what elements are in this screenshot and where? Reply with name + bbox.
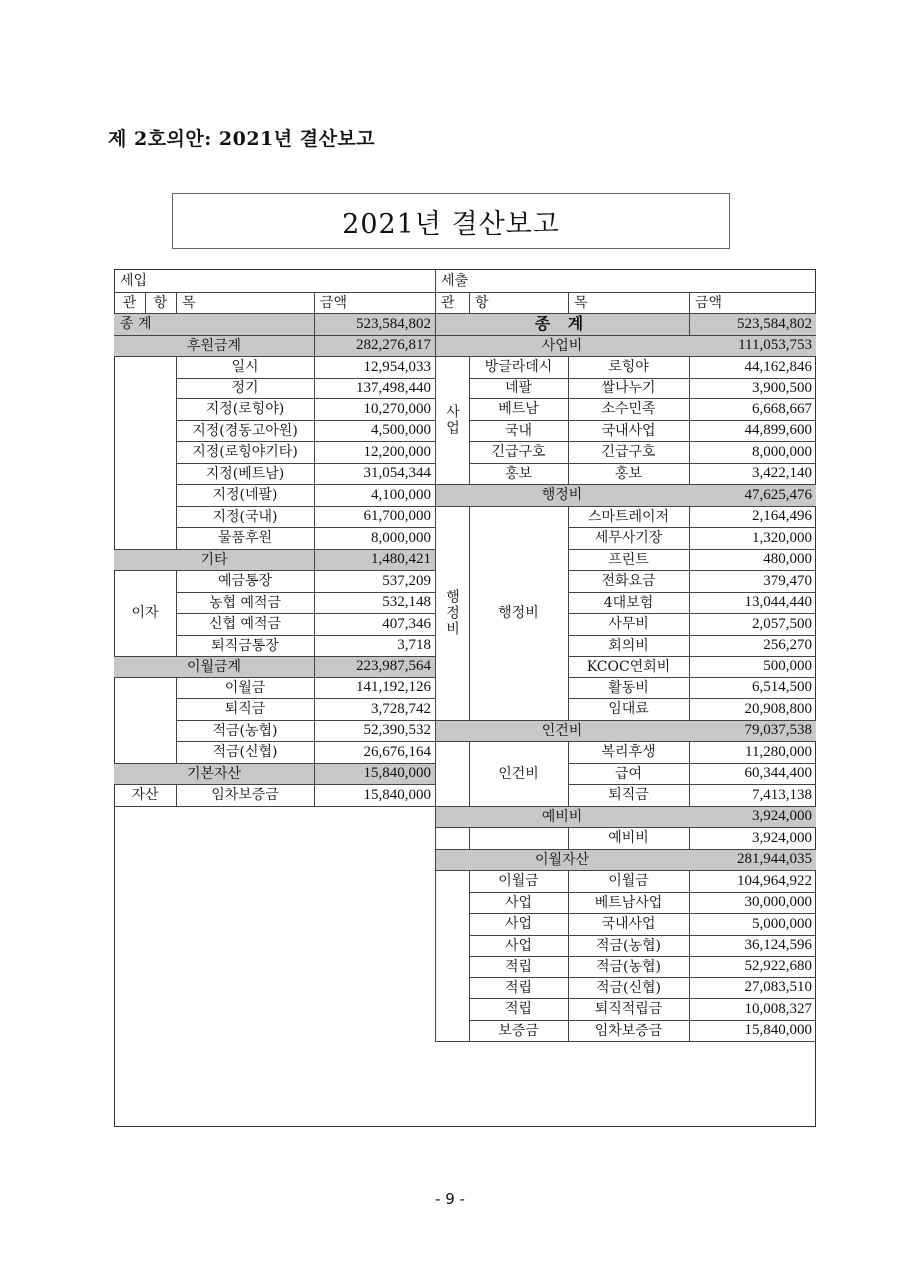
income-item-amount: 10,270,000 (363, 400, 431, 417)
expense-group-name: 인건비 (435, 720, 689, 741)
expense-item-amount: 13,044,440 (744, 594, 812, 610)
expense-group-amount: 111,053,753 (689, 335, 816, 356)
income-item-amount: 3,728,742 (371, 700, 431, 717)
expense-item-hang: 적립 (504, 958, 533, 975)
expense-section-label: 세출 (441, 272, 469, 289)
income-total-label: 종 계 (114, 313, 314, 335)
income-gwan-label: 자산 (131, 787, 159, 803)
expense-group-amount: 79,037,538 (689, 720, 816, 741)
expense-item-amount: 1,320,000 (752, 529, 812, 546)
expense-item-amount: 104,964,922 (737, 872, 812, 889)
income-group-name: 기본자산 (114, 763, 314, 784)
income-item-label: 예금통장 (217, 573, 273, 589)
expense-item-mok: 임대료 (608, 701, 649, 717)
income-item-label: 이월금 (224, 679, 266, 696)
expense-item-mok: 임차보증금 (594, 1022, 663, 1039)
agenda-heading: 제 2호의안: 2021년 결산보고 (108, 128, 376, 150)
expense-item-amount: 44,162,846 (744, 358, 812, 375)
expense-total-amount: 523,584,802 (689, 313, 816, 335)
expense-item-mok: 베트남사업 (594, 894, 663, 911)
income-group-amount: 1,480,421 (314, 549, 435, 570)
expense-item-hang: 적립 (504, 1001, 533, 1017)
expense-group-name: 사업비 (435, 335, 689, 356)
expense-item-mok: 홍보 (614, 465, 643, 482)
income-group-amount: 15,840,000 (314, 763, 435, 784)
expense-group-name: 행정비 (435, 484, 689, 506)
expense-item-hang: 사업 (504, 916, 533, 932)
expense-item-amount: 15,840,000 (744, 1022, 812, 1038)
expense-item-hang: 사업 (504, 894, 533, 911)
income-item-amount: 141,192,126 (356, 679, 431, 695)
income-total-amount: 523,584,802 (314, 313, 435, 335)
income-item-label: 지정(로힝야기타) (192, 444, 298, 460)
income-item-amount: 532,148 (382, 594, 431, 610)
expense-item-amount: 256,270 (763, 637, 812, 653)
income-item-amount: 137,498,440 (356, 379, 431, 396)
expense-item-mok: 국내사업 (601, 422, 656, 439)
expense-item-amount: 480,000 (763, 551, 812, 567)
income-col-amount: 금액 (320, 294, 348, 311)
expense-item-amount: 44,899,600 (744, 422, 812, 438)
expense-col-amount: 금액 (695, 294, 723, 311)
expense-item-amount: 379,470 (763, 572, 812, 589)
expense-item-amount: 36,124,596 (744, 937, 812, 953)
expense-item-hang: 적립 (504, 979, 533, 996)
income-item-label: 물품후원 (217, 530, 273, 546)
income-item-amount: 537,209 (382, 572, 431, 589)
expense-col-hang: 항 (475, 294, 489, 311)
expense-item-hang: 베트남 (498, 401, 539, 417)
report-title-box (172, 193, 730, 249)
expense-item-amount: 27,083,510 (744, 979, 812, 995)
expense-item-amount: 3,422,140 (752, 465, 812, 481)
expense-item-mok: 복리후생 (601, 744, 656, 760)
income-group-name: 후원금계 (114, 335, 314, 356)
income-item-amount: 4,100,000 (371, 486, 431, 503)
income-group-name: 기타 (114, 549, 314, 570)
expense-item-mok: 프린트 (608, 551, 649, 568)
income-item-label: 지정(국내) (212, 508, 278, 525)
expense-item-mok: 소수민족 (601, 401, 656, 417)
expense-item-hang: 보증금 (498, 1022, 539, 1039)
expense-item-hang: 홍보 (504, 465, 533, 482)
income-item-label: 퇴직금 (224, 701, 266, 717)
expense-item-mok: 급여 (614, 765, 643, 782)
expense-item-amount: 52,922,680 (744, 958, 812, 974)
expense-item-amount: 11,280,000 (745, 743, 812, 760)
expense-item-amount: 10,008,327 (744, 1000, 812, 1017)
expense-item-amount: 500,000 (763, 658, 812, 674)
expense-item-amount: 8,000,000 (752, 443, 812, 460)
page-number: - 9 - (435, 1190, 465, 1208)
report-title: 2021년 결산보고 (342, 208, 560, 240)
expense-item-mok: 쌀나누기 (601, 380, 656, 396)
expense-group-name: 이월자산 (435, 849, 689, 870)
expense-item-amount: 5,000,000 (752, 915, 812, 932)
expense-gwan-label: 행정비 (444, 589, 460, 637)
expense-item-hang: 네팔 (504, 380, 533, 396)
income-item-label: 일시 (231, 359, 259, 375)
income-item-amount: 26,676,164 (363, 743, 431, 760)
expense-item-mok: 예비비 (608, 830, 649, 846)
expense-item-mok: 사무비 (608, 616, 649, 632)
expense-item-amount: 30,000,000 (744, 894, 812, 910)
expense-item-mok: 활동비 (608, 679, 649, 696)
expense-gwan-label: 사업 (444, 404, 460, 436)
income-col-hang: 항 (153, 294, 168, 311)
income-item-label: 지정(베트남) (205, 465, 285, 482)
expense-item-amount: 3,900,500 (752, 379, 812, 396)
expense-item-mok: 로힝야 (608, 359, 649, 375)
income-item-amount: 15,840,000 (363, 786, 431, 803)
expense-item-mok: 이월금 (608, 873, 649, 889)
expense-item-mok: 4대보험 (603, 594, 654, 611)
expense-group-amount: 47,625,476 (689, 484, 816, 506)
expense-item-mok: 세무사기장 (594, 530, 663, 546)
expense-item-mok: 퇴직금 (608, 787, 649, 803)
settlement-table (114, 269, 816, 1127)
expense-group-amount: 281,944,035 (689, 849, 816, 870)
income-gwan-label: 이자 (131, 605, 159, 621)
income-item-amount: 407,346 (382, 615, 431, 632)
income-item-label: 지정(로힝야) (205, 401, 285, 417)
expense-item-hang: 사업 (504, 937, 533, 954)
income-item-amount: 52,390,532 (363, 722, 431, 738)
income-group-amount: 282,276,817 (314, 335, 435, 356)
income-item-label: 임차보증금 (211, 787, 279, 803)
income-item-label: 농협 예적금 (208, 594, 282, 611)
income-col-mok: 목 (182, 294, 196, 311)
expense-item-amount: 60,344,400 (744, 765, 812, 781)
expense-item-hang: 이월금 (498, 873, 539, 889)
expense-total-label: 종 계 (435, 313, 689, 335)
expense-item-hang: 국내 (504, 422, 533, 439)
income-item-label: 지정(경동고아원) (192, 422, 298, 439)
expense-item-mok: KCOC연회비 (586, 658, 671, 675)
income-group-name: 이월금계 (114, 656, 314, 677)
income-item-label: 퇴직금통장 (211, 637, 279, 654)
expense-hang-label: 행정비 (498, 605, 539, 621)
expense-item-mok: 긴급구호 (601, 444, 656, 460)
expense-item-amount: 7,413,138 (752, 786, 812, 803)
income-section-label: 세입 (120, 272, 148, 289)
income-item-amount: 12,954,033 (363, 358, 431, 375)
income-item-label: 적금(신협) (212, 744, 278, 760)
income-item-label: 지정(네팔) (212, 487, 278, 503)
expense-item-amount: 6,668,667 (752, 400, 812, 417)
expense-item-mok: 적금(신협) (595, 979, 662, 996)
expense-item-amount: 20,908,800 (744, 700, 812, 717)
income-group-amount: 223,987,564 (314, 656, 435, 677)
expense-item-amount: 2,057,500 (752, 615, 812, 632)
expense-item-mok: 전화요금 (601, 573, 656, 589)
expense-item-mok: 적금(농협) (595, 958, 662, 975)
expense-item-mok: 적금(농협) (595, 937, 662, 954)
income-item-label: 적금(농협) (212, 722, 278, 739)
income-item-amount: 31,054,344 (363, 465, 431, 481)
expense-item-hang: 긴급구호 (491, 444, 546, 460)
expense-item-mok: 퇴직적립금 (594, 1001, 663, 1017)
income-item-label: 신협 예적금 (208, 616, 282, 632)
expense-col-gwan: 관 (441, 294, 455, 311)
expense-item-amount: 2,164,496 (752, 508, 812, 524)
income-item-amount: 3,718 (397, 637, 431, 653)
income-col-gwan: 관 (122, 294, 137, 311)
income-item-amount: 12,200,000 (363, 443, 431, 460)
expense-item-amount: 6,514,500 (752, 679, 812, 695)
expense-item-mok: 회의비 (608, 637, 649, 654)
expense-item-hang: 방글라데시 (484, 359, 553, 375)
expense-group-amount: 3,924,000 (689, 806, 816, 827)
expense-hang-label: 인건비 (498, 765, 539, 782)
expense-item-amount: 3,924,000 (752, 829, 812, 846)
income-item-amount: 8,000,000 (371, 529, 431, 546)
income-item-amount: 4,500,000 (371, 422, 431, 438)
expense-col-mok: 목 (574, 294, 588, 311)
income-item-amount: 61,700,000 (363, 508, 431, 524)
expense-item-mok: 국내사업 (601, 916, 656, 932)
expense-item-mok: 스마트레이저 (587, 508, 670, 525)
income-item-label: 정기 (231, 380, 259, 396)
expense-group-name: 예비비 (435, 806, 689, 827)
